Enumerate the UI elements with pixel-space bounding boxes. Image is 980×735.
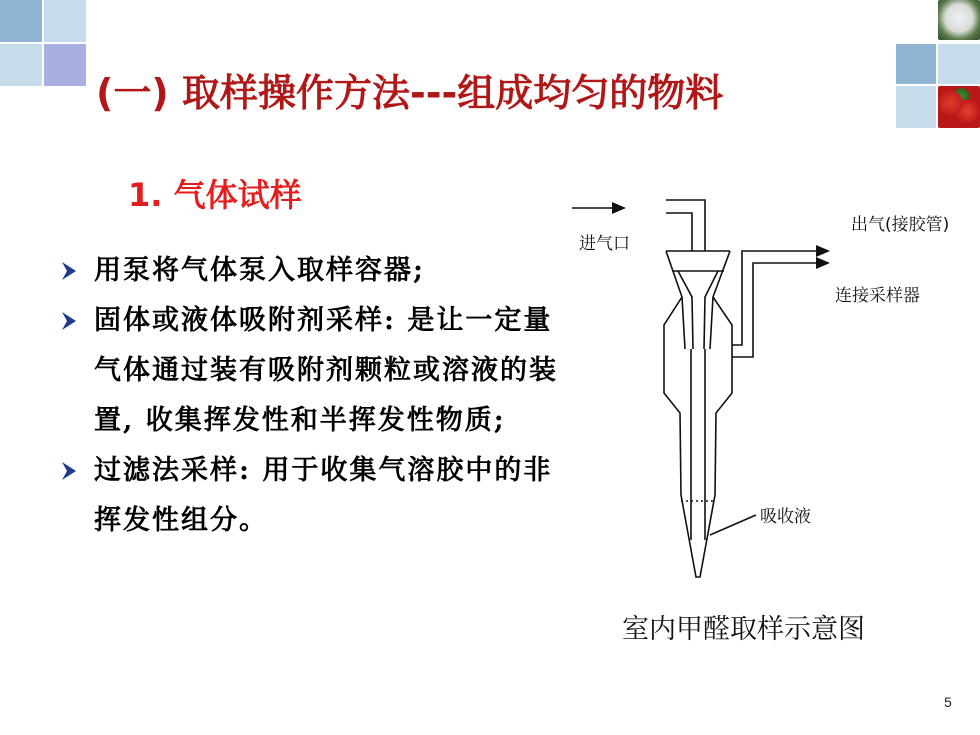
- outlet-label: 出气(接胶管): [851, 215, 950, 235]
- page-number: 5: [944, 694, 952, 710]
- triangle-arrow-icon: [60, 260, 78, 282]
- diagram-caption: 室内甲醛取样示意图: [622, 614, 865, 645]
- decor-square: [0, 0, 42, 42]
- decor-square: [896, 86, 936, 128]
- connect-label: 连接采样器: [835, 286, 920, 306]
- triangle-arrow-icon: [60, 460, 78, 482]
- bullet-item: [60, 446, 560, 546]
- strawberries-photo: [938, 86, 980, 128]
- bullet-list: [60, 246, 560, 546]
- cauliflower-photo: [938, 0, 980, 40]
- inlet-label: 进气口: [579, 234, 630, 254]
- triangle-arrow-icon: [60, 310, 78, 332]
- bullet-item: [60, 296, 560, 446]
- bullet-text: 过滤法采样: 用于收集气溶胶中的非挥发性组分。: [94, 455, 553, 536]
- decor-square: [938, 44, 980, 84]
- decor-square: [44, 44, 86, 86]
- slide-title: (一) 取样操作方法---组成均匀的物料: [96, 71, 724, 115]
- bullet-text: 用泵将气体泵入取样容器;: [94, 255, 425, 286]
- liquid-label: 吸收液: [760, 507, 811, 527]
- decor-square: [896, 44, 936, 84]
- section-heading: 1. 气体试样: [128, 176, 302, 214]
- bullet-item: [60, 246, 560, 296]
- decor-square: [44, 0, 86, 42]
- bullet-text: 固体或液体吸附剂采样: 是让一定量气体通过装有吸附剂颗粒或溶液的装置, 收集挥发性和半挥发性物质;: [94, 305, 558, 436]
- decor-square: [0, 44, 42, 86]
